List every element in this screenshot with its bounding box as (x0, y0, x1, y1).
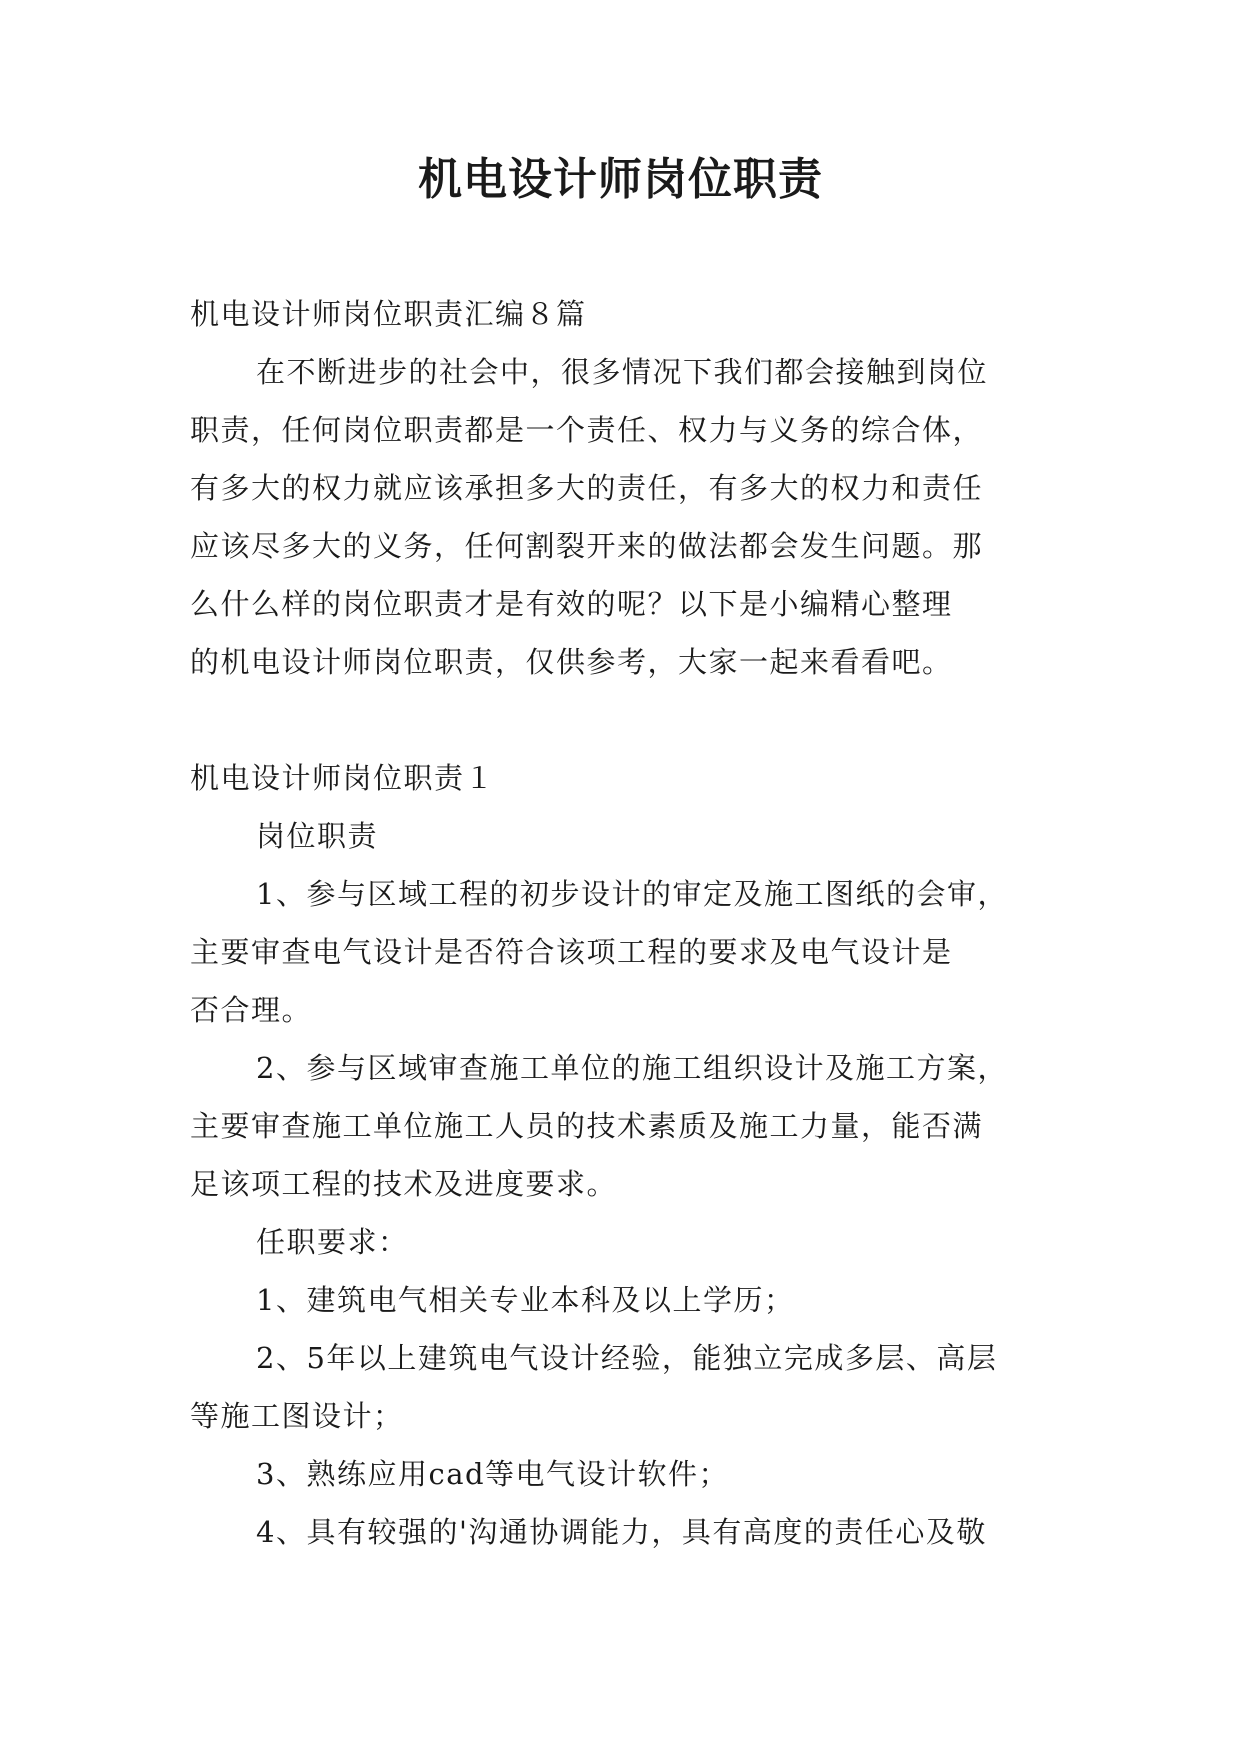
paragraph-gap (190, 691, 1050, 749)
text-line: 主要审查电气设计是否符合该项工程的要求及电气设计是 (190, 935, 953, 969)
text-line: 么什么样的岗位职责才是有效的呢？以下是小编精心整理 (190, 587, 953, 621)
text-line: 机电设计师岗位职责１ (190, 761, 496, 795)
text-line: 有多大的权力就应该承担多大的责任，有多大的权力和责任 (190, 471, 984, 505)
text-line: 2、参与区域审查施工单位的施工组织设计及施工方案， (256, 1051, 1008, 1085)
page-title: 机电设计师岗位职责 (418, 154, 823, 205)
text-line: 3、熟练应用cad等电气设计软件； (256, 1457, 730, 1491)
text-line: 岗位职责 (256, 819, 379, 853)
text-line: 等施工图设计； (190, 1399, 404, 1433)
text-line: 在不断进步的社会中，很多情况下我们都会接触到岗位 (256, 355, 989, 389)
text-line: 4、具有较强的'沟通协调能力，具有高度的责任心及敬 (256, 1515, 987, 1549)
text-line: 应该尽多大的义务，任何割裂开来的做法都会发生问题。那 (190, 529, 984, 563)
text-line: 的机电设计师岗位职责，仅供参考，大家一起来看看吧。 (190, 645, 953, 679)
text-line: 足该项工程的技术及进度要求。 (190, 1167, 618, 1201)
text-line: 任职要求： (256, 1225, 409, 1259)
text-line: 2、5年以上建筑电气设计经验，能独立完成多层、高层 (256, 1341, 998, 1375)
text-line: 职责，任何岗位职责都是一个责任、权力与义务的综合体， (190, 413, 984, 447)
text-line: 机电设计师岗位职责汇编８篇 (190, 297, 587, 331)
text-line: 1、参与区域工程的初步设计的审定及施工图纸的会审， (256, 877, 1008, 911)
text-line: 主要审查施工单位施工人员的技术素质及施工力量，能否满 (190, 1109, 984, 1143)
text-line: 否合理。 (190, 993, 313, 1027)
text-line: 1、建筑电气相关专业本科及以上学历； (256, 1283, 795, 1317)
document-body (190, 285, 1050, 1561)
